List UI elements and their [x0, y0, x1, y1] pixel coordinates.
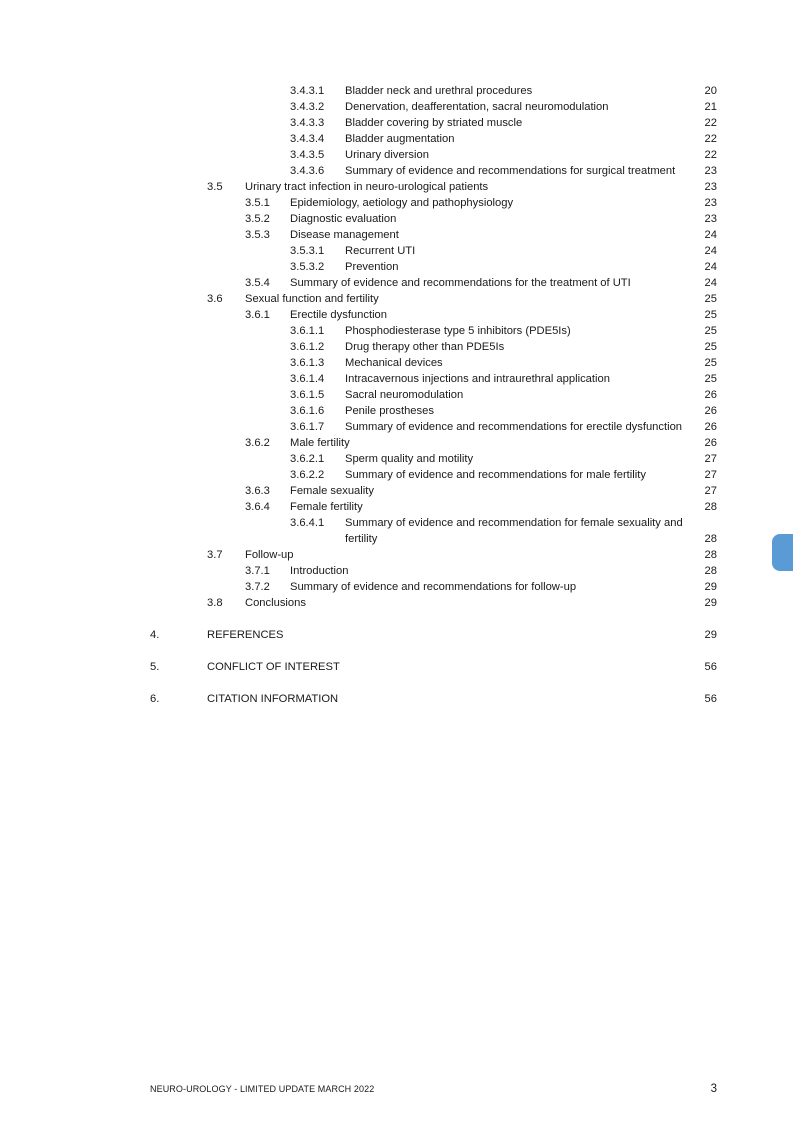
- toc-entry-page: 25: [704, 373, 717, 385]
- toc-entry-page: 23: [704, 165, 717, 177]
- toc-entry-title: Sacral neuromodulation: [345, 389, 464, 401]
- toc-entry-page: 22: [704, 149, 717, 161]
- toc-entry-page: 29: [704, 597, 717, 609]
- toc-entry-number: 3.4.3.3: [290, 117, 325, 129]
- toc-entry[interactable]: [0, 131, 793, 147]
- toc-entry-title: Prevention: [345, 261, 399, 273]
- toc-entry-page: 22: [704, 117, 717, 129]
- toc-entry[interactable]: [0, 579, 793, 595]
- toc-entry-number: 3.5.3: [245, 229, 270, 241]
- toc-entry[interactable]: [0, 163, 793, 179]
- toc-entry-page: 23: [704, 213, 717, 225]
- footer-page-number: 3: [710, 1083, 717, 1095]
- toc-entry-number: 3.8: [207, 597, 223, 609]
- toc-entry-page: 28: [704, 549, 717, 561]
- toc-entry-page: 27: [704, 469, 717, 481]
- toc-entry-title: Summary of evidence and recommendation for female sexuality and fertility: [345, 517, 683, 545]
- toc-entry[interactable]: [0, 227, 793, 243]
- toc-entry-page: 26: [704, 389, 717, 401]
- toc-entry[interactable]: [0, 419, 793, 435]
- toc-entry-number: 3.5.3.1: [290, 245, 325, 257]
- toc-entry-title: Recurrent UTI: [345, 245, 416, 257]
- toc-entry-title: Mechanical devices: [345, 357, 443, 369]
- toc-entry-number: 3.7.2: [245, 581, 270, 593]
- toc-entry-page: 25: [704, 357, 717, 369]
- toc-entry-page: 27: [704, 485, 717, 497]
- toc-entry[interactable]: [0, 147, 793, 163]
- toc-entry-title: Sperm quality and motility: [345, 453, 474, 465]
- toc-entry[interactable]: [0, 291, 793, 307]
- toc-entry-number: 3.4.3.5: [290, 149, 325, 161]
- toc-entry[interactable]: [0, 451, 793, 467]
- toc-entry[interactable]: [0, 691, 793, 707]
- toc-entry[interactable]: [0, 323, 793, 339]
- toc-entry-title: Introduction: [290, 565, 349, 577]
- toc-entry[interactable]: [0, 403, 793, 419]
- toc-entry-title: CONFLICT OF INTEREST: [207, 661, 340, 673]
- toc-entry-number: 3.6.1: [245, 309, 270, 321]
- toc-entry[interactable]: [0, 195, 793, 211]
- toc-entry[interactable]: [0, 467, 793, 483]
- toc-entry-title: Bladder neck and urethral procedures: [345, 85, 533, 97]
- toc-entry[interactable]: [0, 275, 793, 291]
- toc-entry[interactable]: [0, 83, 793, 99]
- toc-entry[interactable]: [0, 595, 793, 611]
- toc-entry-page: 24: [704, 277, 717, 289]
- toc-entry-title: Sexual function and fertility: [245, 293, 379, 305]
- toc-entry-number: 3.6.4: [245, 501, 270, 513]
- toc-entry-number: 3.6.2.2: [290, 469, 325, 481]
- toc-entry[interactable]: [0, 483, 793, 499]
- toc-entry-number: 3.4.3.4: [290, 133, 325, 145]
- toc-entry-number: 3.4.3.1: [290, 85, 325, 97]
- toc-entry-number: 3.5: [207, 181, 223, 193]
- toc-entry-page: 22: [704, 133, 717, 145]
- toc-entry-page: 23: [704, 197, 717, 209]
- toc-entry-title: Denervation, deafferentation, sacral neuromodulation: [345, 101, 609, 113]
- toc-entry[interactable]: [0, 547, 793, 563]
- table-of-contents: [0, 83, 793, 707]
- toc-entry-page: 26: [704, 405, 717, 417]
- toc-entry-number: 3.6.2.1: [290, 453, 325, 465]
- toc-entry-title: Bladder augmentation: [345, 133, 455, 145]
- toc-entry-title: Summary of evidence and recommendations for surgical treatment: [345, 165, 676, 177]
- toc-entry-title: Drug therapy other than PDE5Is: [345, 341, 505, 353]
- section-tab-marker: [772, 534, 793, 571]
- toc-entry-title: Urinary diversion: [345, 149, 429, 161]
- toc-entry-title: Phosphodiesterase type 5 inhibitors (PDE5Is): [345, 325, 571, 337]
- toc-entry-page: 27: [704, 453, 717, 465]
- footer-running-title: NEURO-UROLOGY - LIMITED UPDATE MARCH 2022: [150, 1084, 375, 1094]
- toc-entry-number: 3.7.1: [245, 565, 270, 577]
- toc-entry-title: Erectile dysfunction: [290, 309, 388, 321]
- toc-entry-title: Female sexuality: [290, 485, 374, 497]
- toc-entry-number: 3.5.3.2: [290, 261, 325, 273]
- toc-entry[interactable]: [0, 243, 793, 259]
- toc-entry-page: 25: [704, 325, 717, 337]
- toc-entry[interactable]: [0, 659, 793, 675]
- toc-entry-title: Penile prostheses: [345, 405, 434, 417]
- toc-entry-number: 3.6.3: [245, 485, 270, 497]
- toc-entry-title: Disease management: [290, 229, 399, 241]
- toc-entry-page: 25: [704, 341, 717, 353]
- toc-entry-number: 3.6.1.3: [290, 357, 325, 369]
- toc-spacer: [0, 643, 793, 659]
- toc-entry-number: 3.6.1.6: [290, 405, 325, 417]
- toc-entry-number: 3.6.2: [245, 437, 270, 449]
- toc-entry-page: 24: [704, 261, 717, 273]
- toc-entry[interactable]: [0, 387, 793, 403]
- toc-entry-number: 3.6.1.5: [290, 389, 325, 401]
- toc-entry-title: Bladder covering by striated muscle: [345, 117, 523, 129]
- toc-entry-page: 26: [704, 437, 717, 449]
- toc-entry[interactable]: [0, 435, 793, 451]
- toc-entry-page: 56: [704, 693, 717, 705]
- toc-entry-number: 3.7: [207, 549, 223, 561]
- toc-entry-page: 26: [704, 421, 717, 433]
- toc-entry-page: 29: [704, 581, 717, 593]
- toc-entry-number: 3.5.2: [245, 213, 270, 225]
- toc-entry-title: Epidemiology, aetiology and pathophysiology: [290, 197, 514, 209]
- toc-entry[interactable]: [0, 339, 793, 355]
- toc-entry[interactable]: [0, 115, 793, 131]
- toc-entry-page: 56: [704, 661, 717, 673]
- toc-entry-number: 3.6.4.1: [290, 517, 325, 529]
- toc-entry-number: 4.: [150, 629, 160, 641]
- toc-entry-number: 3.6.1.4: [290, 373, 325, 385]
- toc-entry[interactable]: [0, 499, 793, 515]
- toc-entry[interactable]: [0, 99, 793, 115]
- toc-entry-title: Diagnostic evaluation: [290, 213, 397, 225]
- toc-entry-number: 3.5.4: [245, 277, 270, 289]
- toc-entry-page: 24: [704, 229, 717, 241]
- toc-entry[interactable]: [0, 563, 793, 579]
- toc-entry-number: 6.: [150, 693, 160, 705]
- toc-entry-number: 3.4.3.6: [290, 165, 325, 177]
- toc-entry-page: 20: [704, 85, 717, 97]
- toc-entry-number: 3.4.3.2: [290, 101, 325, 113]
- toc-entry-title: Follow-up: [245, 549, 294, 561]
- toc-entry[interactable]: [0, 307, 793, 323]
- toc-entry-title: Summary of evidence and recommendations for follow-up: [290, 581, 577, 593]
- toc-spacer: [0, 675, 793, 691]
- toc-entry[interactable]: [0, 515, 793, 547]
- toc-entry-page: 24: [704, 245, 717, 257]
- toc-entry-number: 3.6.1.2: [290, 341, 325, 353]
- toc-entry-title: Male fertility: [290, 437, 350, 449]
- toc-entry-title: Urinary tract infection in neuro-urological patients: [245, 181, 489, 193]
- toc-entry-number: 3.5.1: [245, 197, 270, 209]
- toc-entry-title: Intracavernous injections and intraurethral application: [345, 373, 610, 385]
- toc-entry[interactable]: [0, 371, 793, 387]
- toc-entry-title: REFERENCES: [207, 629, 284, 641]
- toc-entry-page: 25: [704, 309, 717, 321]
- toc-entry-number: 5.: [150, 661, 160, 673]
- toc-entry-page: 28: [704, 501, 717, 513]
- toc-entry-title: CITATION INFORMATION: [207, 693, 339, 705]
- toc-entry-title: Summary of evidence and recommendations for male fertility: [345, 469, 646, 481]
- toc-entry[interactable]: [0, 627, 793, 643]
- toc-entry-page: 28: [704, 565, 717, 577]
- toc-entry-page: 29: [704, 629, 717, 641]
- toc-entry-page: 21: [704, 101, 717, 113]
- toc-entry[interactable]: [0, 211, 793, 227]
- toc-entry[interactable]: [0, 179, 793, 195]
- toc-entry-title: Conclusions: [245, 597, 306, 609]
- toc-entry-number: 3.6.1.1: [290, 325, 325, 337]
- toc-entry-page: 23: [704, 181, 717, 193]
- toc-entry-title: Summary of evidence and recommendations for erectile dysfunction: [345, 421, 683, 433]
- toc-entry-number: 3.6: [207, 293, 223, 305]
- toc-entry-number: 3.6.1.7: [290, 421, 325, 433]
- toc-entry-page: 28: [704, 533, 717, 545]
- toc-spacer: [0, 611, 793, 627]
- toc-entry-title: Female fertility: [290, 501, 363, 513]
- toc-entry[interactable]: [0, 355, 793, 371]
- toc-entry-title: Summary of evidence and recommendations for the treatment of UTI: [290, 277, 631, 289]
- toc-entry[interactable]: [0, 259, 793, 275]
- toc-entry-page: 25: [704, 293, 717, 305]
